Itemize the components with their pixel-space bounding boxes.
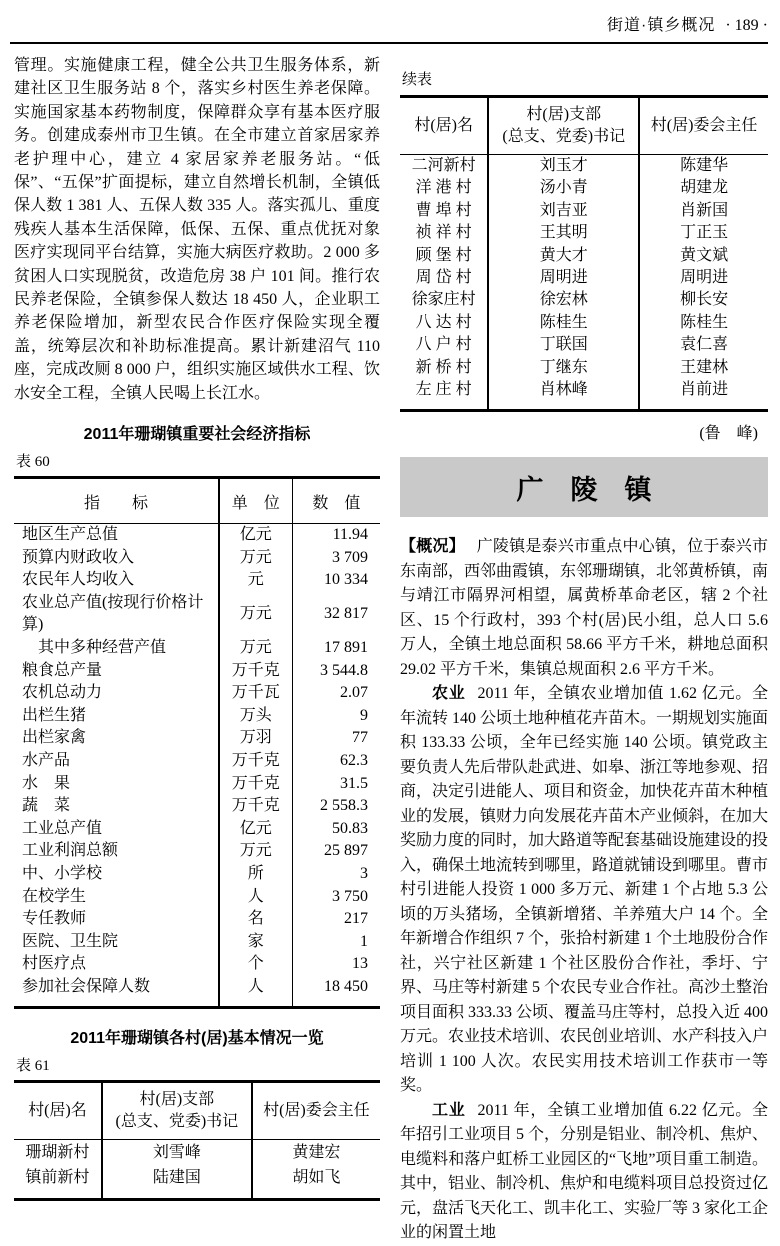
value-cell: 3: [360, 865, 368, 882]
value-cell: 13: [352, 955, 368, 973]
header-secretary: 村(居)支部 (总支、党委)书记: [488, 97, 639, 155]
value-cell: 77: [352, 729, 368, 747]
agriculture-paragraph: [400, 682, 768, 1099]
secretary-cell: 王其明: [488, 222, 639, 244]
continued-villages-table: [400, 95, 768, 412]
village-name-cell: 左 庄 村: [400, 379, 488, 411]
unit-cell: 万羽: [219, 727, 292, 750]
village-name-cell: 祯 祥 村: [400, 222, 488, 244]
table-row: [400, 357, 768, 379]
secretary-cell: 陈桂生: [488, 312, 639, 334]
table-header-row: [400, 97, 768, 155]
village-name-cell: 顾 堡 村: [400, 245, 488, 267]
secretary-cell: 丁继东: [488, 357, 639, 379]
indicator-cell: 蔬 菜: [14, 795, 219, 818]
village-name-cell: 曹 埠 村: [400, 200, 488, 222]
table-row: [400, 155, 768, 178]
indicator-cell: 预算内财政收入: [14, 547, 219, 570]
unit-cell: 人: [219, 976, 292, 1007]
value-cell: 17 891: [324, 639, 368, 657]
overview-label: 【概况】: [400, 538, 465, 556]
director-cell: 肖前进: [680, 381, 729, 399]
running-head-section: 街道·镇乡概况: [607, 17, 716, 34]
industry-label: 工业: [432, 1101, 466, 1119]
table-row: [14, 976, 380, 1007]
value-cell: 217: [344, 910, 368, 928]
indicator-cell: 水产品: [14, 750, 219, 773]
value-cell: 31.5: [340, 774, 368, 792]
secretary-cell: 徐宏林: [488, 289, 639, 311]
village-name-cell: 镇前新村: [14, 1165, 102, 1200]
unit-cell: 万千克: [219, 773, 292, 796]
left-column: [14, 54, 380, 1201]
indicator-cell: 村医疗点: [14, 953, 219, 976]
header-director: 村(居)委会主任: [252, 1081, 380, 1139]
unit-cell: 万千克: [219, 795, 292, 818]
table61-title: 2011年珊瑚镇各村(居)基本情况一览: [70, 1029, 324, 1047]
indicator-cell: 参加社会保障人数: [14, 976, 219, 1007]
unit-cell: 万千克: [219, 750, 292, 773]
unit-cell: 万头: [219, 705, 292, 728]
unit-cell: 亿元: [219, 524, 292, 547]
director-cell: 胡如飞: [292, 1168, 341, 1186]
table-row: [400, 312, 768, 334]
unit-cell: 个: [219, 953, 292, 976]
value-cell: 2.07: [340, 684, 368, 702]
value-cell: 3 709: [332, 548, 368, 566]
table-row: [14, 1165, 380, 1200]
table-row: [14, 750, 380, 773]
value-cell: 1: [360, 932, 368, 950]
table-row: [14, 840, 380, 863]
table-header-row: [14, 478, 380, 524]
secretary-cell: 陆建国: [102, 1165, 252, 1200]
table60-title: 2011年珊瑚镇重要社会经济指标: [83, 426, 311, 444]
unit-cell: 所: [219, 863, 292, 886]
overview-paragraph: [400, 535, 768, 682]
indicator-cell: 出栏生猪: [14, 705, 219, 728]
table-row: [14, 886, 380, 909]
director-cell: 黄文斌: [680, 246, 729, 264]
header-unit: 单 位: [219, 478, 292, 524]
director-cell: 柳长安: [680, 291, 729, 309]
page-header: [10, 12, 768, 44]
value-cell: 9: [360, 706, 368, 724]
secretary-cell: 汤小青: [488, 177, 639, 199]
table-row: [14, 592, 380, 637]
secretary-cell: 黄大才: [488, 245, 639, 267]
industry-text: 2011 年，全镇工业增加值 6.22 亿元。全年招引工业项目 5 个，分别是铝业、制冷机、焦炉、电缆料和落户虹桥工业园区的“飞地”项目重工制造。其中，铝业、制冷机、焦炉和电缆料项目总投资过亿元，盘活飞天化工、凯丰化工、实验厂等 3 家化工企业的闲置土地: [400, 1101, 769, 1242]
table-row: [14, 547, 380, 570]
header-indicator: 指 标: [14, 478, 219, 524]
value-cell: 32 817: [324, 605, 368, 623]
indicator-cell: 专任教师: [14, 908, 219, 931]
value-cell: 50.83: [332, 819, 368, 837]
village-name-cell: 八 达 村: [400, 312, 488, 334]
director-cell: 陈桂生: [680, 313, 729, 331]
director-cell: 王建林: [680, 358, 729, 376]
table-row: [14, 818, 380, 841]
unit-cell: 名: [219, 908, 292, 931]
table-row: [14, 569, 380, 592]
unit-cell: 家: [219, 931, 292, 954]
right-column: [400, 54, 768, 1246]
table60-label: 表 60: [16, 454, 50, 471]
indicator-cell: 中、小学校: [14, 863, 219, 886]
value-cell: 2 558.3: [320, 797, 368, 815]
table-row: [14, 908, 380, 931]
indicator-cell: 农业总产值(按现行价格计算): [14, 592, 219, 637]
table-row: [14, 931, 380, 954]
intro-paragraph: 管理。实施健康工程，健全公共卫生服务体系，新建社区卫生服务站 8 个，落实乡村医生养老保障。实施国家基本药物制度，保障群众享有基本医疗服务。创建成泰州市卫生镇。在全市建立首家居家养老护理中心，建立 4 家居家养老服务站。“低保”、“五保”扩面提标，建立自然增长机制，全镇低保人数 1 381 人、五保人数 335 人。落实孤儿、重度残疾人基本生活保障，低保、五保、重点优抚对象医疗实现同平台结算，实施大病医疗救助。2 000 多贫困人口实现脱贫，改造危房 38 户 101 间。推行农民养老保险，全镇参保人数达 18 450 人，企业职工养老保险增加，新型农民合作医疗保险实现全覆盖，统筹层次和补助标准提高。累计新建沼气 110 座，完成改厕 8 000 户，组织实施区域供水工程、饮水安全工程，全镇人民喝上长江水。: [14, 57, 380, 402]
page-number: · 189 ·: [725, 17, 768, 34]
village-name-cell: 洋 港 村: [400, 177, 488, 199]
table-row: [14, 795, 380, 818]
unit-cell: 亿元: [219, 818, 292, 841]
indicator-cell: 其中多种经营产值: [14, 637, 219, 660]
continued-table-label: 续表: [402, 72, 433, 88]
indicator-cell: 医院、卫生院: [14, 931, 219, 954]
value-cell: 3 544.8: [320, 661, 368, 679]
director-cell: 肖新国: [680, 201, 729, 219]
overview-text: 广陵镇是泰兴市重点中心镇，位于泰兴市东南部，西邻曲霞镇，东邻珊瑚镇，北邻黄桥镇，南与靖江市隔界河相望，属黄桥革命老区，辖 2 个社区、15 个行政村，393 个村(居)民小组，总人口 5.6 万人，全镇土地总面积 58.66 平方千米，耕地总面积 29.02 平方千米，集镇总规面积 2.6 平方千米。: [400, 538, 769, 678]
village-name-cell: 八 户 村: [400, 334, 488, 356]
unit-cell: 万元: [219, 547, 292, 570]
value-cell: 11.94: [332, 526, 368, 544]
director-cell: 黄建宏: [292, 1143, 341, 1161]
indicator-cell: 在校学生: [14, 886, 219, 909]
indicator-cell: 粮食总产量: [14, 660, 219, 683]
value-cell: 10 334: [324, 571, 368, 589]
value-cell: 3 750: [332, 887, 368, 905]
header-secretary: 村(居)支部 (总支、党委)书记: [102, 1081, 252, 1139]
table-row: [400, 379, 768, 411]
value-cell: 62.3: [340, 752, 368, 770]
director-cell: 袁仁喜: [680, 336, 729, 354]
unit-cell: 万千瓦: [219, 682, 292, 705]
secretary-cell: 刘玉才: [488, 155, 639, 178]
unit-cell: 万元: [219, 592, 292, 637]
secretary-cell: 周明进: [488, 267, 639, 289]
section-banner: [400, 457, 768, 517]
director-cell: 陈建华: [680, 157, 729, 174]
secretary-cell: 肖林峰: [488, 379, 639, 411]
table-row: [14, 705, 380, 728]
indicator-cell: 农民年人均收入: [14, 569, 219, 592]
section-title: 广 陵 镇: [516, 474, 652, 505]
table61-label: 表 61: [16, 1057, 50, 1074]
secretary-cell: 刘吉亚: [488, 200, 639, 222]
table-row: [400, 289, 768, 311]
header-director: 村(居)委会主任: [639, 97, 768, 155]
table-row: [14, 524, 380, 547]
director-cell: 周明进: [680, 269, 729, 287]
director-cell: 胡建龙: [680, 179, 729, 197]
table-row: [400, 245, 768, 267]
table-row: [14, 682, 380, 705]
director-cell: 丁正玉: [680, 224, 729, 242]
industry-paragraph: [400, 1099, 768, 1246]
unit-cell: 万元: [219, 840, 292, 863]
author-attribution: (鲁 峰): [699, 425, 758, 443]
village-name-cell: 珊瑚新村: [14, 1139, 102, 1165]
header-village-name: 村(居)名: [14, 1081, 102, 1139]
value-cell: 18 450: [324, 977, 368, 995]
value-cell: 25 897: [324, 842, 368, 860]
indicator-cell: 水 果: [14, 773, 219, 796]
table-row: [400, 222, 768, 244]
table-row: [14, 727, 380, 750]
secretary-cell: 丁联国: [488, 334, 639, 356]
village-name-cell: 徐家庄村: [400, 289, 488, 311]
indicator-cell: 出栏家禽: [14, 727, 219, 750]
village-name-cell: 新 桥 村: [400, 357, 488, 379]
unit-cell: 万千克: [219, 660, 292, 683]
unit-cell: 万元: [219, 637, 292, 660]
table-row: [400, 177, 768, 199]
table-row: [400, 267, 768, 289]
table-row: [14, 1139, 380, 1165]
economic-indicators-table: [14, 476, 380, 1008]
table-row: [14, 953, 380, 976]
unit-cell: 元: [219, 569, 292, 592]
indicator-cell: 地区生产总值: [14, 524, 219, 547]
indicator-cell: 工业总产值: [14, 818, 219, 841]
table-row: [14, 637, 380, 660]
agriculture-label: 农业: [432, 685, 466, 703]
table-row: [400, 200, 768, 222]
village-name-cell: 二河新村: [400, 155, 488, 178]
villages-table: [14, 1080, 380, 1201]
village-name-cell: 周 岱 村: [400, 267, 488, 289]
unit-cell: 人: [219, 886, 292, 909]
table-header-row: [14, 1081, 380, 1139]
header-value: 数 值: [292, 478, 380, 524]
table-row: [14, 863, 380, 886]
indicator-cell: 农机总动力: [14, 682, 219, 705]
table-row: [14, 773, 380, 796]
agriculture-text: 2011 年，全镇农业增加值 1.62 亿元。全年流转 140 公顷土地种植花卉苗木。一期规划实施面积 133.33 公顷，全年已经实施 140 公顷。镇党政主要负责人先后带队赴武进、如皋、浙江等地参观、招商，决定引进能人、项目和资金，加快花卉苗木种植业的发展，镇财力向发展花卉苗木产业倾斜，在加大奖励力度的同时，加大路道等配套基础设施建设的投入，确保土地流转到哪里，路道就铺设到哪里。曹市村引进能人投资 1 000 多万元、新建 1 个占地 5.3 公顷的万头猪场，全镇新增猪、羊养殖大户 14 个。全年新增合作组织 7 个，张拾村新建 1 个土地股份合作社，兴宁社区新建 1 个社区股份合作社，季圩、宁界、马庄等村新建 5 个农民专业合作社。高沙土整治项目面积 333.33 公顷、覆盖马庄等村，总投入近 400 万元。农业技术培训、农民创业培训、水产科技入户培训 1 100 人次。农民实用技术培训工作获市一等奖。: [400, 685, 769, 1095]
table-row: [14, 660, 380, 683]
secretary-cell: 刘雪峰: [102, 1139, 252, 1165]
header-village-name: 村(居)名: [400, 97, 488, 155]
table-row: [400, 334, 768, 356]
indicator-cell: 工业利润总额: [14, 840, 219, 863]
